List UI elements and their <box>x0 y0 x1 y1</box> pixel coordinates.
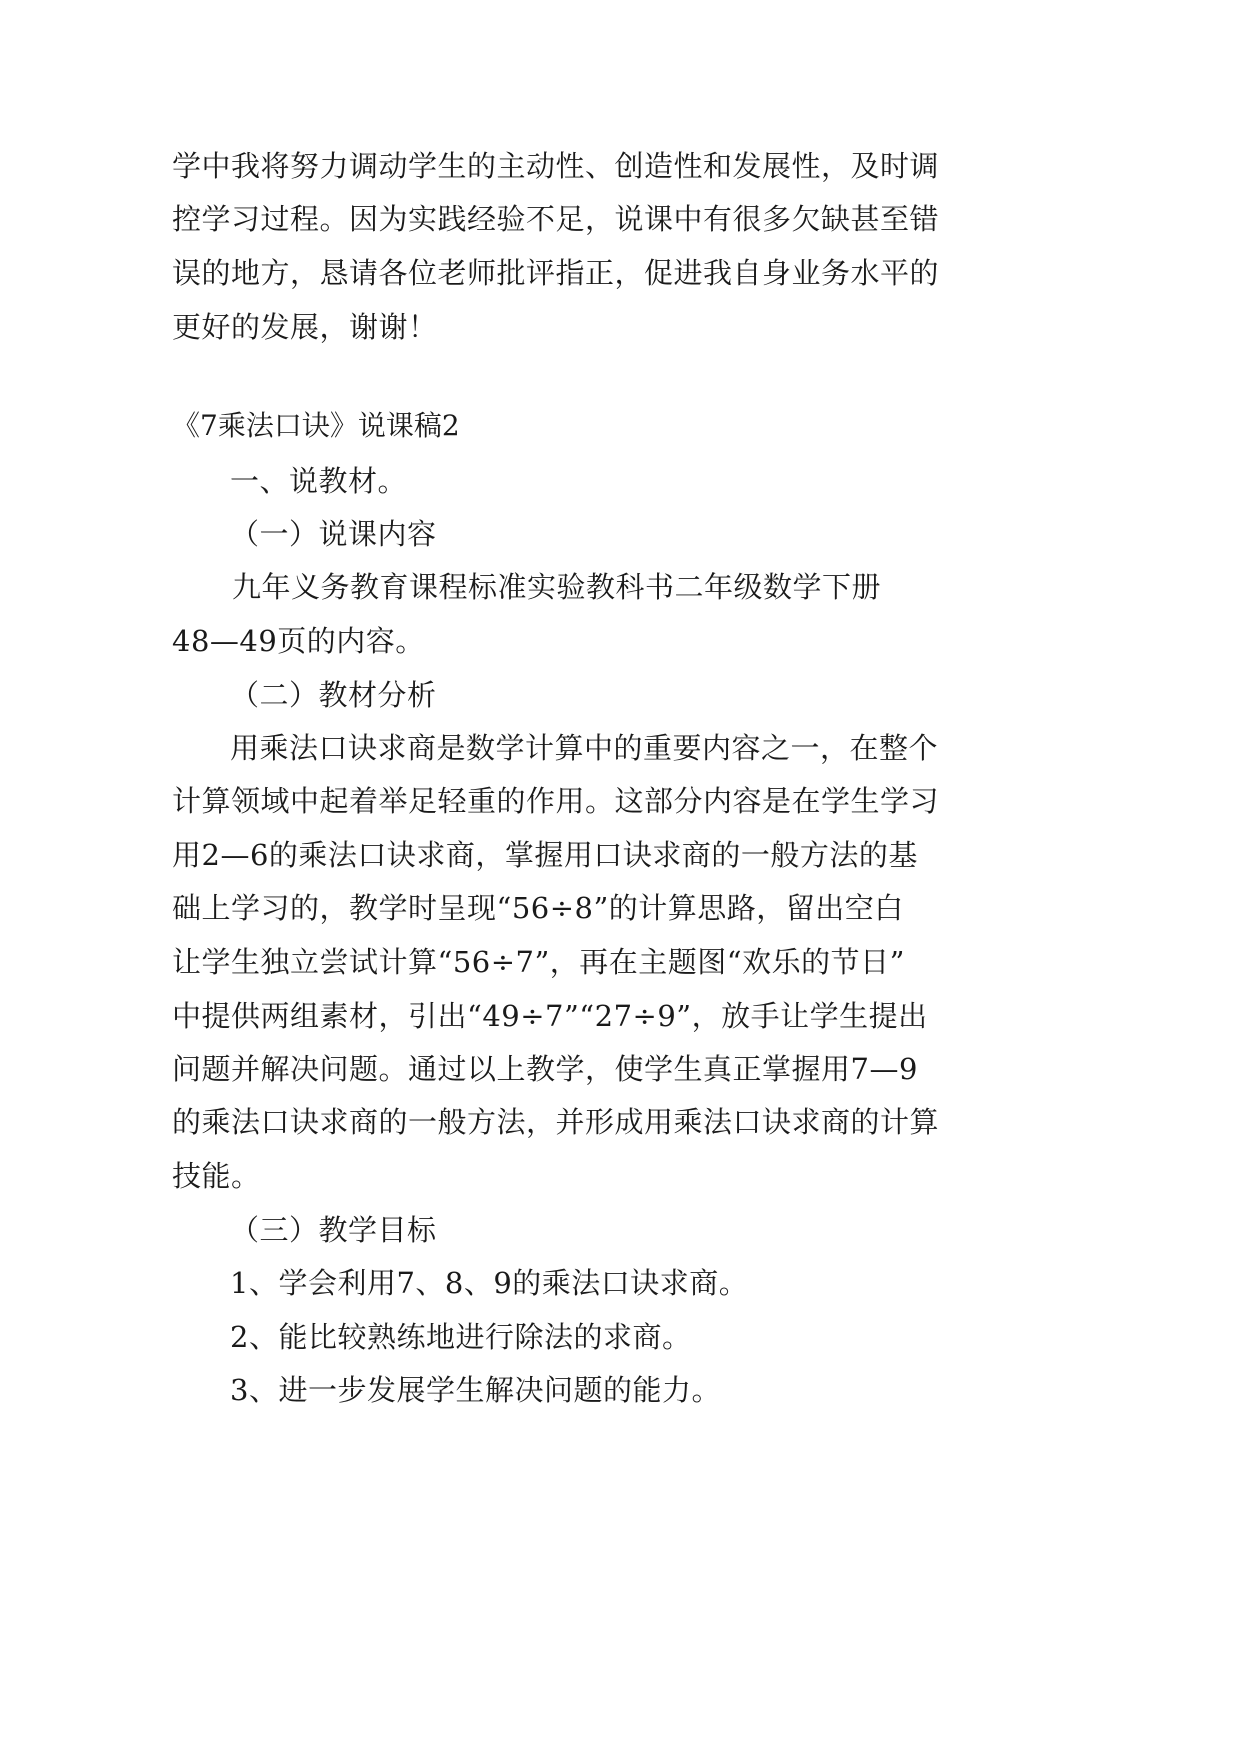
analysis-line: 的乘法口诀求商的一般方法，并形成用乘法口诀求商的计算 <box>172 1105 940 1139</box>
analysis-line: 用2—6的乘法口诀求商，掌握用口诀求商的一般方法的基 <box>172 838 918 872</box>
intro-line: 学中我将努力调动学生的主动性、创造性和发展性，及时调 <box>172 149 940 183</box>
goal-item: 2、能比较熟练地进行除法的求商。 <box>230 1320 692 1354</box>
section-title: 《7乘法口诀》说课稿2 <box>172 409 460 442</box>
content-line: 48—49页的内容。 <box>172 624 425 658</box>
intro-line: 误的地方，恳请各位老师批评指正，促进我自身业务水平的 <box>172 256 940 290</box>
goal-item: 3、进一步发展学生解决问题的能力。 <box>230 1373 721 1407</box>
analysis-line: 用乘法口诀求商是数学计算中的重要内容之一，在整个 <box>230 731 939 765</box>
heading-lesson-content: （一）说课内容 <box>230 517 437 551</box>
heading-teaching-material: 一、说教材。 <box>230 464 408 498</box>
intro-line: 更好的发展，谢谢！ <box>172 310 438 344</box>
analysis-line: 础上学习的，教学时呈现“56÷8”的计算思路，留出空白 <box>172 891 904 925</box>
analysis-line: 让学生独立尝试计算“56÷7”，再在主题图“欢乐的节日” <box>172 945 905 979</box>
analysis-line: 技能。 <box>172 1159 261 1193</box>
analysis-line: 计算领域中起着举足轻重的作用。这部分内容是在学生学习 <box>172 784 940 818</box>
intro-line: 控学习过程。因为实践经验不足，说课中有很多欠缺甚至错 <box>172 202 940 236</box>
heading-teaching-goals: （三）教学目标 <box>230 1213 437 1247</box>
heading-material-analysis: （二）教材分析 <box>230 678 437 712</box>
content-line: 九年义务教育课程标准实验教科书二年级数学下册 <box>232 570 882 604</box>
analysis-line: 问题并解决问题。通过以上教学，使学生真正掌握用7—9 <box>172 1052 918 1086</box>
analysis-line: 中提供两组素材，引出“49÷7”“27÷9”，放手让学生提出 <box>172 999 928 1033</box>
goal-item: 1、学会利用7、8、9的乘法口诀求商。 <box>230 1266 749 1300</box>
